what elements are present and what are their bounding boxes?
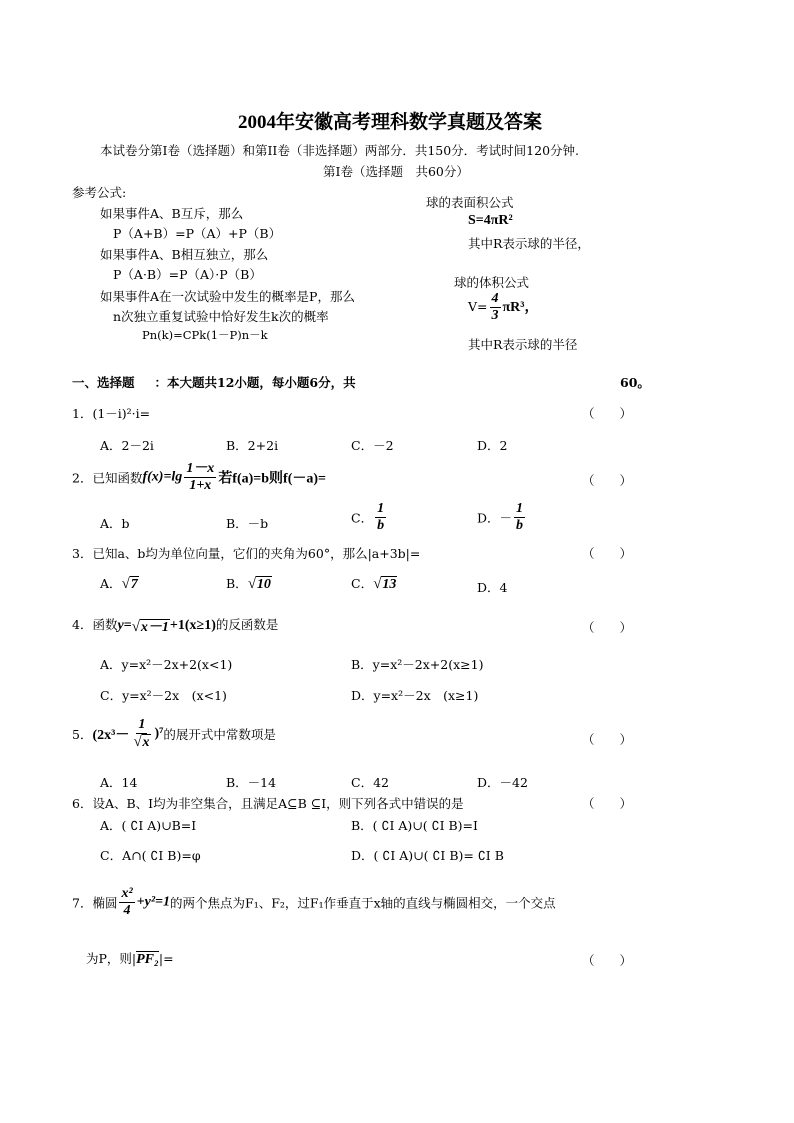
option-label: B．: [226, 576, 248, 591]
volume1-heading: 第Ⅰ卷（选择题 共60分）: [323, 164, 469, 179]
q4-option-d[interactable]: D．y=x²－2x (x≥1): [351, 688, 479, 703]
sphere-vol-prefix: V=: [468, 299, 488, 314]
q2-stem-post: 若f(a)=b则f(－a)=: [218, 471, 327, 487]
q3-option-b[interactable]: [226, 574, 272, 593]
radicand: 10: [256, 577, 271, 592]
q5-option-c[interactable]: C．42: [351, 775, 389, 790]
sphere-vol-fraction: [490, 292, 501, 323]
fraction-denominator: [131, 734, 152, 750]
q5-option-a[interactable]: A．14: [100, 775, 138, 790]
q5-stem-pre: 5．: [72, 727, 93, 742]
q3-option-d[interactable]: D．4: [477, 580, 508, 595]
fraction-denominator: 1+x: [189, 478, 212, 493]
q4-option-a[interactable]: A．y=x²－2x+2(x<1): [100, 657, 233, 672]
answer-bracket: （ ）: [582, 406, 633, 421]
sphere-vol-formula: [468, 292, 539, 323]
sphere-vol-note: 其中R表示球的半径: [468, 337, 578, 352]
radicand: x－1: [140, 619, 169, 635]
sphere-vol-title: 球的体积公式: [454, 275, 530, 290]
option-label: C．: [351, 510, 374, 526]
q5-stem: [72, 718, 276, 750]
radicand: 7: [130, 577, 138, 592]
q5-fraction: [131, 718, 152, 750]
q7-line2: [86, 949, 174, 968]
q2-fraction: [184, 462, 216, 493]
answer-bracket: （ ）: [582, 732, 633, 747]
sqrt: [373, 576, 397, 593]
fraction-numerator: 1: [377, 501, 385, 516]
q5-option-d[interactable]: D．－42: [477, 775, 528, 790]
option-label: D．－: [477, 510, 513, 526]
fraction-numerator: x²: [121, 886, 133, 901]
q1-stem: 1．(1－i)²·i=: [72, 406, 151, 421]
q4-stem: [72, 615, 278, 636]
section1-total: 60。: [620, 375, 650, 390]
q6-option-a[interactable]: A．( ∁I A)∪B=I: [100, 818, 197, 833]
sqrt-icon: √: [133, 734, 142, 750]
q5-math: (2x³－: [92, 728, 130, 743]
q1-option-a[interactable]: A．2－2i: [100, 438, 154, 453]
q2-option-c[interactable]: [351, 502, 388, 533]
q4-stem-pre: 4．函数: [72, 617, 118, 632]
sqrt-icon: √: [121, 576, 130, 592]
sqrt-icon: √: [131, 618, 140, 635]
fraction-denominator: 4: [123, 903, 131, 918]
sqrt: [248, 576, 272, 593]
q2-stem-math: f(x)=lg: [142, 469, 183, 485]
q2-stem: [72, 462, 326, 493]
q4-math-post: +1(x≥1): [169, 618, 216, 633]
q2-d-fraction: [514, 502, 525, 533]
q2-c-fraction: [375, 502, 386, 533]
q7-vector: PF₂: [136, 952, 159, 967]
formula-header: 参考公式:: [72, 185, 127, 200]
q2-stem-pre: 2．已知函数: [72, 470, 143, 486]
q6-option-c[interactable]: C．A∩( ∁I B)=φ: [100, 848, 201, 863]
sqrt-icon: √: [247, 576, 256, 592]
q7-stem-post: 的两个焦点为F₁、F₂，过F₁作垂直于x轴的直线与椭圆相交，一个交点: [170, 895, 556, 911]
formula-line: n次独立重复试验中恰好发生k次的概率: [113, 309, 329, 324]
q7-fraction: [119, 887, 134, 918]
sphere-area-formula: S=4πR²: [468, 213, 513, 228]
q7-line2-post: |=: [158, 951, 174, 966]
answer-bracket: （ ）: [582, 546, 633, 561]
sphere-area-title: 球的表面积公式: [426, 195, 514, 210]
q4-math-pre: y=: [117, 618, 132, 633]
fraction-numerator: 1: [516, 501, 524, 516]
fraction-denominator: b: [516, 518, 524, 533]
q1-option-c[interactable]: C．－2: [351, 438, 394, 453]
section1-desc: ：本大题共12小题，每小题6分，共: [154, 375, 356, 390]
sphere-vol-suffix: πR³，: [502, 300, 539, 315]
option-label: A．: [100, 576, 122, 591]
binomial-right: Pk(1－P)n－k: [191, 328, 268, 342]
answer-bracket: （ ）: [582, 953, 633, 968]
q5-option-b[interactable]: B．－14: [226, 775, 277, 790]
radicand: 13: [382, 577, 397, 592]
sqrt: [132, 616, 170, 636]
q2-option-d[interactable]: [477, 502, 527, 533]
page-title: 2004年安徽高考理科数学真题及答案: [238, 112, 543, 133]
q2-option-b[interactable]: B．－b: [226, 516, 269, 531]
section1-title: 一、选择题: [72, 375, 135, 390]
sqrt: [133, 735, 150, 750]
q3-stem: 3．已知a、b均为单位向量，它们的夹角为60°，那么|a+3b|=: [72, 546, 421, 561]
formula-line: P（A·B）=P（A）·P（B）: [113, 267, 262, 282]
formula-line: 如果事件A在一次试验中发生的概率是P，那么: [100, 289, 355, 304]
q7-line2-pre: 为P，则|: [86, 951, 137, 966]
fraction-numerator: 1－x: [186, 461, 215, 476]
q1-option-b[interactable]: B．2+2i: [226, 438, 279, 453]
fraction-denominator: b: [377, 518, 385, 533]
q6-stem: 6．设A、B、I均为非空集合，且满足A⊆B ⊆I，则下列各式中错误的是: [72, 796, 464, 811]
q2-option-a[interactable]: A．b: [100, 516, 130, 531]
binomial-left: Pn(k)=C: [142, 328, 192, 342]
q3-option-c[interactable]: [351, 574, 397, 593]
q7-stem-pre: 7．椭圆: [72, 895, 118, 911]
fraction-denominator: 3: [491, 308, 499, 323]
radicand: x: [142, 735, 150, 750]
q6-option-b[interactable]: B．( ∁I A)∪( ∁I B)=I: [351, 818, 478, 833]
q5-math-post: )⁷: [154, 726, 164, 741]
fraction-numerator: 1: [138, 717, 146, 732]
q6-option-d[interactable]: D．( ∁I A)∪( ∁I B)= ∁I B: [351, 848, 504, 863]
q3-option-a[interactable]: [100, 574, 139, 593]
fraction-numerator: 4: [491, 291, 499, 306]
sqrt-icon: √: [373, 576, 382, 592]
answer-bracket: （ ）: [582, 473, 633, 488]
q4-stem-post: 的反函数是: [215, 617, 279, 632]
sqrt: [122, 576, 139, 593]
sphere-area-note: 其中R表示球的半径，: [468, 236, 590, 251]
formula-line: 如果事件A、B互斥，那么: [100, 206, 244, 221]
answer-bracket: （ ）: [582, 796, 633, 811]
answer-bracket: （ ）: [582, 620, 633, 635]
section1-heading: [72, 373, 356, 391]
q5-stem-post: 的展开式中常数项是: [163, 727, 276, 742]
formula-line: 如果事件A、B相互独立，那么: [100, 247, 269, 262]
q4-option-b[interactable]: B．y=x²－2x+2(x≥1): [351, 657, 484, 672]
formula-line: P（A+B）=P（A）+P（B）: [113, 226, 282, 241]
q4-option-c[interactable]: C．y=x²－2x (x<1): [100, 688, 227, 703]
option-label: C．: [351, 576, 374, 591]
q7-stem: [72, 887, 556, 918]
q7-math: +y²=1: [136, 894, 171, 910]
q1-option-d[interactable]: D．2: [477, 438, 508, 453]
intro-text: 本试卷分第Ⅰ卷（选择题）和第II卷（非选择题）两部分．共150分．考试时间120分钟.: [100, 143, 580, 158]
binomial-formula: [142, 327, 268, 343]
